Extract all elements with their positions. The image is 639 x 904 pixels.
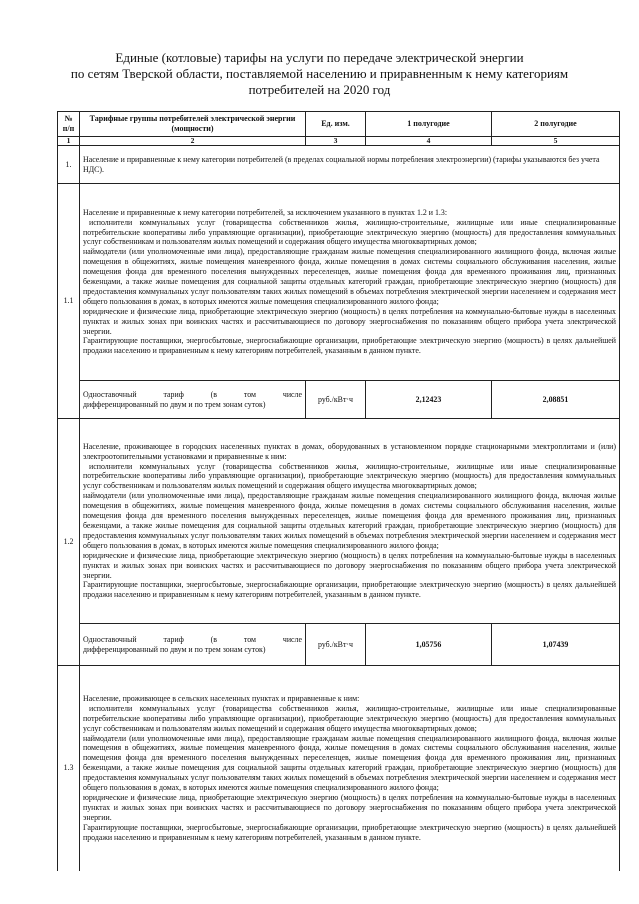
header-half-1: 1 полугодие <box>366 112 492 137</box>
title-line-3: потребителей на 2020 год <box>248 82 391 97</box>
header-num: № п/п <box>58 112 80 137</box>
table-row-1-1 <box>58 184 620 381</box>
title-line-1: Единые (котловые) тарифы на услуги по передаче электрической энергии <box>115 50 524 65</box>
row-1-2-tariff-label <box>80 624 306 666</box>
row-1-1-tariff-line-1: Одноставочный тариф (в том числе <box>83 389 302 399</box>
row-1-2-value-h2: 1,07439 <box>492 624 620 666</box>
row-1-1-num: 1.1 <box>58 184 80 419</box>
col-number-3: 3 <box>306 137 366 146</box>
header-group: Тарифные группы потребителей электрической энергии (мощности) <box>80 112 306 137</box>
row-1-3-para-3: наймодатели (или уполномоченные ими лица), предоставляющие гражданам жилые помещения специализированного жилищного фонда, включая жилые помещения в общежитиях, жилые помещения маневренного фонда, жилые помещения в домах системы социального обслуживания населения, жилые помещения фонда для временного поселения вынужденных переселенцев, жилые помещения фонда для временного проживания лиц, признанных беженцами, а также жилые помещения для социальной защиты отдельных категорий граждан, приобретающие электрическую энергию (мощность) для предоставления коммунальных услуг пользователям таких жилых помещений в объемах потребления электрической энергии населением и содержания мест общего пользования в домах, в которых имеются жилые помещения специализированного жилого фонда; <box>83 733 616 793</box>
row-1-2-para-2: исполнители коммунальных услуг (товарищества собственников жилья, жилищно-строительные, жилищные или иные специализированные потребительские кооперативы либо управляющие организации), приобретающие электрическую энергию (мощность) для предоставления коммунальных услуг собственникам и пользователям жилых помещений и содержания общего имущества многоквартирных домов; <box>83 461 616 491</box>
row-1-3-num: 1.3 <box>58 666 80 871</box>
table-row-1 <box>58 146 620 184</box>
document-title <box>60 50 579 98</box>
row-1-2-para-1: Население, проживающее в городских населенных пунктах в домах, оборудованных в установленном порядке стационарными электроплитами и (или) электроотопительными установками и приравненные к ним: <box>83 441 616 461</box>
row-1-3-para-5: Гарантирующие поставщики, энергосбытовые, энергоснабжающие организации, приобретающие электрическую энергию (мощность) в целях дальнейшей продажи населению и приравненным к нему категориям потребителей, указанным в данном пункте. <box>83 822 616 842</box>
row-1-2-value-h1: 1,05756 <box>366 624 492 666</box>
row-1-3-para-2: исполнители коммунальных услуг (товарищества собственников жилья, жилищно-строительные, жилищные или иные специализированные потребительские кооперативы либо управляющие организации), приобретающие электрическую энергию (мощность) для предоставления коммунальных услуг собственникам и пользователям жилых помещений и содержания общего имущества многоквартирных домов; <box>83 703 616 733</box>
row-1-2-tariff-line-1: Одноставочный тариф (в том числе <box>83 634 302 644</box>
row-1-1-unit: руб./кВт·ч <box>306 381 366 419</box>
table-row-1-2 <box>58 419 620 624</box>
row-1-3-para-1: Население, проживающее в сельских населенных пунктах и приравненные к ним: <box>83 693 360 703</box>
table-header-row <box>58 112 620 137</box>
row-1-1-para-5: Гарантирующие поставщики, энергосбытовые, энергоснабжающие организации, приобретающие электрическую энергию (мощность) в целях дальнейшей продажи населению и приравненным к нему категориям потребителей, указанным в данном пункте. <box>83 336 616 356</box>
table-row-1-3 <box>58 666 620 871</box>
row-1-1-para-1: Население и приравненные к нему категории потребителей, за исключением указанного в пунктах 1.2 и 1.3: <box>83 207 448 217</box>
row-1-text: Население и приравненные к нему категории потребителей (в пределах социальной нормы потребления электроэнергии) (тарифы указываются без учета НДС). <box>80 146 620 184</box>
header-half-2: 2 полугодие <box>492 112 620 137</box>
row-1-2-unit: руб./кВт·ч <box>306 624 366 666</box>
header-unit: Ед. изм. <box>306 112 366 137</box>
row-1-num: 1. <box>58 146 80 184</box>
column-number-row <box>58 137 620 146</box>
row-1-3-description <box>80 666 620 871</box>
title-line-2: по сетям Тверской области, поставляемой населению и приравненным к нему категориям <box>70 66 569 81</box>
row-1-1-para-4: юридические и физические лица, приобретающие электрическую энергию (мощность) в целях потребления на коммунально-бытовые нужды в населенных пунктах и жилых зонах при воинских частях и рассчитывающиеся по договору энергоснабжения по показаниям общего прибора учета электрической энергии. <box>83 306 616 336</box>
table-row-1-1-tariff <box>58 381 620 419</box>
row-1-2-description <box>80 419 620 624</box>
row-1-2-para-5: Гарантирующие поставщики, энергосбытовые, энергоснабжающие организации, приобретающие электрическую энергию (мощность) в целях дальнейшей продажи населению и приравненным к нему категориям потребителей, указанным в данном пункте. <box>83 580 616 600</box>
table-row-1-2-tariff <box>58 624 620 666</box>
col-number-2: 2 <box>80 137 306 146</box>
row-1-1-para-3: наймодатели (или уполномоченные ими лица), предоставляющие гражданам жилые помещения специализированного жилищного фонда, включая жилые помещения в общежитиях, жилые помещения маневренного фонда, жилые помещения в домах системы социального обслуживания населения, жилые помещения фонда для временного поселения вынужденных переселенцев, жилые помещения фонда для временного проживания лиц, признанных беженцами, а также жилые помещения для социальной защиты отдельных категорий граждан, приобретающие электрическую энергию (мощность) для предоставления коммунальных услуг пользователям таких жилых помещений в объемах потребления электрической энергии населением и содержания мест общего пользования в домах, в которых имеются жилые помещения специализированного жилого фонда; <box>83 247 616 306</box>
row-1-1-description <box>80 184 620 381</box>
row-1-2-para-3: наймодатели (или уполномоченные ими лица), предоставляющие гражданам жилые помещения специализированного жилищного фонда, включая жилые помещения в общежитиях, жилые помещения маневренного фонда, жилые помещения в домах системы социального обслуживания населения, жилые помещения фонда для временного поселения вынужденных переселенцев, жилые помещения фонда для временного проживания лиц, признанных беженцами, а также жилые помещения для социальной защиты отдельных категорий граждан, приобретающие электрическую энергию (мощность) для предоставления коммунальных услуг пользователям таких жилых помещений в объемах потребления электрической энергии населением и содержания мест общего пользования в домах, в которых имеются жилые помещения специализированного жилого фонда; <box>83 491 616 550</box>
col-number-5: 5 <box>492 137 620 146</box>
row-1-1-tariff-label <box>80 381 306 419</box>
row-1-1-tariff-line-2: дифференцированный по двум и по трем зонам суток) <box>83 399 266 409</box>
row-1-2-num: 1.2 <box>58 419 80 666</box>
row-1-3-para-4: юридические и физические лица, приобретающие электрическую энергию (мощность) в целях потребления на коммунально-бытовые нужды в населенных пунктах и жилых зонах при воинских частях и рассчитывающиеся по договору энергоснабжения по показаниям общего прибора учета электрической энергии. <box>83 793 616 822</box>
row-1-2-para-4: юридические и физические лица, приобретающие электрическую энергию (мощность) в целях потребления на коммунально-бытовые нужды в населенных пунктах и жилых зонах при воинских частях и рассчитывающиеся по договору энергоснабжения по показаниям общего прибора учета электрической энергии. <box>83 550 616 580</box>
row-1-1-para-2: исполнители коммунальных услуг (товарищества собственников жилья, жилищно-строительные, жилищные или иные специализированные потребительские кооперативы либо управляющие организации), приобретающие электрическую энергию (мощность) для предоставления коммунальных услуг собственникам и пользователям жилых помещений и содержания общего имущества многоквартирных домов; <box>83 217 616 247</box>
col-number-4: 4 <box>366 137 492 146</box>
tariff-table <box>57 111 620 871</box>
row-1-1-value-h2: 2,08851 <box>492 381 620 419</box>
row-1-2-tariff-line-2: дифференцированный по двум и по трем зонам суток) <box>83 644 266 654</box>
col-number-1: 1 <box>58 137 80 146</box>
row-1-1-value-h1: 2,12423 <box>366 381 492 419</box>
